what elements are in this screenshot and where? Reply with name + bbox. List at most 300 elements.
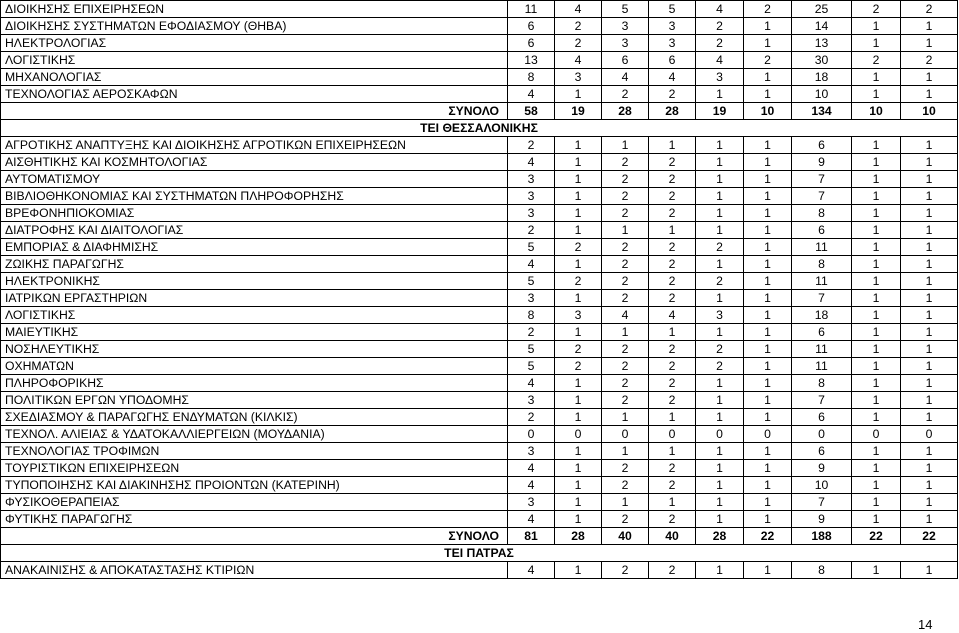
value-cell: 81	[508, 528, 555, 545]
value-cell: 1	[744, 273, 792, 290]
value-cell: 1	[555, 290, 602, 307]
value-cell: 25	[792, 1, 852, 18]
value-cell: 1	[744, 460, 792, 477]
department-name: ΑΙΣΘΗΤΙΚΗΣ ΚΑΙ ΚΟΣΜΗΤΟΛΟΓΙΑΣ	[1, 154, 508, 171]
value-cell: 0	[901, 426, 958, 443]
value-cell: 2	[602, 154, 649, 171]
value-cell: 4	[508, 477, 555, 494]
value-cell: 1	[555, 477, 602, 494]
value-cell: 2	[602, 562, 649, 579]
value-cell: 1	[696, 171, 744, 188]
department-name: ΖΩΙΚΗΣ ΠΑΡΑΓΩΓΗΣ	[1, 256, 508, 273]
department-name: ΒΙΒΛΙΟΘΗΚΟΝΟΜΙΑΣ ΚΑΙ ΣΥΣΤΗΜΑΤΩΝ ΠΛΗΡΟΦΟΡΗΣΗΣ	[1, 188, 508, 205]
value-cell: 3	[649, 18, 696, 35]
value-cell: 1	[649, 409, 696, 426]
value-cell: 2	[901, 52, 958, 69]
value-cell: 1	[744, 375, 792, 392]
value-cell: 10	[901, 103, 958, 120]
value-cell: 3	[555, 69, 602, 86]
section-title: ΤΕΙ ΠΑΤΡΑΣ	[1, 545, 958, 562]
value-cell: 22	[901, 528, 958, 545]
value-cell: 1	[901, 409, 958, 426]
table-row	[1, 35, 958, 52]
value-cell: 5	[508, 239, 555, 256]
value-cell: 1	[901, 171, 958, 188]
department-name: ΛΟΓΙΣΤΙΚΗΣ	[1, 52, 508, 69]
value-cell: 58	[508, 103, 555, 120]
value-cell: 7	[792, 171, 852, 188]
table-row	[1, 477, 958, 494]
value-cell: 1	[852, 205, 901, 222]
department-name: ΑΓΡΟΤΙΚΗΣ ΑΝΑΠΤΥΞΗΣ ΚΑΙ ΔΙΟΙΚΗΣΗΣ ΑΓΡΟΤΙΚΩΝ ΕΠΙΧΕΙΡΗΣΕΩΝ	[1, 137, 508, 154]
value-cell: 1	[852, 443, 901, 460]
value-cell: 6	[508, 18, 555, 35]
table-row	[1, 341, 958, 358]
table-row	[1, 239, 958, 256]
value-cell: 6	[508, 35, 555, 52]
department-name: ΒΡΕΦΟΝΗΠΙΟΚΟΜΙΑΣ	[1, 205, 508, 222]
value-cell: 10	[744, 103, 792, 120]
value-cell: 1	[744, 290, 792, 307]
total-label: ΣΥΝΟΛΟ	[1, 528, 508, 545]
value-cell: 1	[744, 35, 792, 52]
department-name: ΑΝΑΚΑΙΝΙΣΗΣ & ΑΠΟΚΑΤΑΣΤΑΣΗΣ ΚΤΙΡΙΩΝ	[1, 562, 508, 579]
value-cell: 4	[649, 69, 696, 86]
value-cell: 2	[649, 358, 696, 375]
value-cell: 2	[508, 137, 555, 154]
value-cell: 1	[901, 290, 958, 307]
value-cell: 1	[852, 239, 901, 256]
value-cell: 9	[792, 154, 852, 171]
value-cell: 1	[852, 307, 901, 324]
value-cell: 1	[555, 324, 602, 341]
table-row	[1, 137, 958, 154]
value-cell: 1	[744, 86, 792, 103]
value-cell: 3	[508, 205, 555, 222]
value-cell: 3	[555, 307, 602, 324]
value-cell: 1	[744, 494, 792, 511]
value-cell: 18	[792, 307, 852, 324]
table-row	[1, 409, 958, 426]
value-cell: 28	[649, 103, 696, 120]
table-row	[1, 307, 958, 324]
value-cell: 13	[792, 35, 852, 52]
section-header-row	[1, 545, 958, 562]
value-cell: 2	[649, 477, 696, 494]
value-cell: 1	[901, 307, 958, 324]
value-cell: 1	[852, 222, 901, 239]
value-cell: 28	[555, 528, 602, 545]
table-row	[1, 52, 958, 69]
value-cell: 2	[649, 511, 696, 528]
value-cell: 1	[744, 307, 792, 324]
department-name: ΗΛΕΚΤΡΟΛΟΓΙΑΣ	[1, 35, 508, 52]
value-cell: 1	[744, 358, 792, 375]
value-cell: 1	[852, 460, 901, 477]
value-cell: 2	[602, 477, 649, 494]
value-cell: 3	[649, 35, 696, 52]
value-cell: 10	[792, 86, 852, 103]
value-cell: 2	[602, 188, 649, 205]
table-body	[1, 1, 958, 579]
table-row	[1, 511, 958, 528]
value-cell: 2	[649, 392, 696, 409]
value-cell: 1	[555, 443, 602, 460]
value-cell: 0	[555, 426, 602, 443]
department-name: ΑΥΤΟΜΑΤΙΣΜΟΥ	[1, 171, 508, 188]
value-cell: 1	[852, 341, 901, 358]
value-cell: 1	[901, 341, 958, 358]
value-cell: 28	[696, 528, 744, 545]
value-cell: 7	[792, 290, 852, 307]
value-cell: 1	[901, 494, 958, 511]
value-cell: 2	[602, 239, 649, 256]
value-cell: 1	[602, 494, 649, 511]
value-cell: 7	[792, 494, 852, 511]
value-cell: 1	[555, 460, 602, 477]
value-cell: 1	[555, 86, 602, 103]
value-cell: 1	[696, 409, 744, 426]
table-row	[1, 494, 958, 511]
value-cell: 1	[602, 409, 649, 426]
value-cell: 6	[792, 443, 852, 460]
value-cell: 1	[555, 409, 602, 426]
value-cell: 3	[602, 35, 649, 52]
value-cell: 1	[852, 35, 901, 52]
value-cell: 2	[649, 171, 696, 188]
value-cell: 0	[852, 426, 901, 443]
value-cell: 1	[852, 137, 901, 154]
value-cell: 1	[901, 562, 958, 579]
value-cell: 1	[696, 562, 744, 579]
value-cell: 2	[649, 273, 696, 290]
department-name: ΦΥΣΙΚΟΘΕΡΑΠΕΙΑΣ	[1, 494, 508, 511]
department-name: ΔΙΟΙΚΗΣΗΣ ΕΠΙΧΕΙΡΗΣΕΩΝ	[1, 1, 508, 18]
value-cell: 5	[508, 358, 555, 375]
value-cell: 1	[901, 511, 958, 528]
value-cell: 1	[901, 392, 958, 409]
value-cell: 1	[602, 443, 649, 460]
value-cell: 1	[696, 477, 744, 494]
value-cell: 1	[744, 154, 792, 171]
value-cell: 2	[602, 256, 649, 273]
value-cell: 1	[696, 324, 744, 341]
value-cell: 5	[649, 1, 696, 18]
value-cell: 9	[792, 511, 852, 528]
value-cell: 4	[649, 307, 696, 324]
value-cell: 7	[792, 188, 852, 205]
value-cell: 2	[649, 256, 696, 273]
value-cell: 1	[696, 137, 744, 154]
value-cell: 2	[602, 171, 649, 188]
value-cell: 1	[744, 205, 792, 222]
value-cell: 1	[901, 358, 958, 375]
value-cell: 3	[508, 494, 555, 511]
value-cell: 6	[792, 137, 852, 154]
value-cell: 8	[792, 205, 852, 222]
value-cell: 11	[792, 358, 852, 375]
value-cell: 1	[696, 86, 744, 103]
department-name: ΕΜΠΟΡΙΑΣ & ΔΙΑΦΗΜΙΣΗΣ	[1, 239, 508, 256]
value-cell: 1	[852, 188, 901, 205]
value-cell: 1	[901, 154, 958, 171]
table-row	[1, 222, 958, 239]
value-cell: 2	[555, 35, 602, 52]
value-cell: 40	[602, 528, 649, 545]
value-cell: 1	[696, 375, 744, 392]
value-cell: 1	[901, 86, 958, 103]
value-cell: 5	[508, 273, 555, 290]
value-cell: 4	[508, 86, 555, 103]
value-cell: 2	[602, 341, 649, 358]
value-cell: 2	[649, 205, 696, 222]
value-cell: 30	[792, 52, 852, 69]
value-cell: 19	[696, 103, 744, 120]
value-cell: 1	[696, 188, 744, 205]
value-cell: 5	[602, 1, 649, 18]
value-cell: 1	[744, 69, 792, 86]
value-cell: 1	[852, 477, 901, 494]
department-name: ΗΛΕΚΤΡΟΝΙΚΗΣ	[1, 273, 508, 290]
value-cell: 1	[602, 324, 649, 341]
table-row	[1, 86, 958, 103]
total-row	[1, 103, 958, 120]
value-cell: 22	[744, 528, 792, 545]
value-cell: 1	[744, 392, 792, 409]
value-cell: 2	[696, 35, 744, 52]
value-cell: 1	[602, 222, 649, 239]
value-cell: 1	[901, 188, 958, 205]
table-row	[1, 290, 958, 307]
value-cell: 9	[792, 460, 852, 477]
value-cell: 1	[744, 18, 792, 35]
value-cell: 1	[852, 290, 901, 307]
value-cell: 1	[744, 443, 792, 460]
value-cell: 4	[555, 1, 602, 18]
value-cell: 2	[744, 52, 792, 69]
department-name: ΤΥΠΟΠΟΙΗΣΗΣ ΚΑΙ ΔΙΑΚΙΝΗΣΗΣ ΠΡΟΙΟΝΤΩΝ (ΚΑΤΕΡΙΝΗ)	[1, 477, 508, 494]
value-cell: 1	[852, 18, 901, 35]
value-cell: 2	[602, 290, 649, 307]
value-cell: 1	[852, 69, 901, 86]
value-cell: 8	[508, 69, 555, 86]
value-cell: 2	[696, 18, 744, 35]
table-row	[1, 273, 958, 290]
value-cell: 2	[649, 188, 696, 205]
value-cell: 11	[792, 239, 852, 256]
value-cell: 1	[555, 205, 602, 222]
table-row	[1, 18, 958, 35]
value-cell: 2	[744, 1, 792, 18]
value-cell: 1	[901, 460, 958, 477]
value-cell: 1	[852, 171, 901, 188]
section-title: ΤΕΙ ΘΕΣΣΑΛΟΝΙΚΗΣ	[1, 120, 958, 137]
value-cell: 1	[649, 324, 696, 341]
value-cell: 1	[852, 562, 901, 579]
table-row	[1, 69, 958, 86]
value-cell: 2	[649, 562, 696, 579]
value-cell: 1	[852, 256, 901, 273]
value-cell: 1	[901, 443, 958, 460]
value-cell: 3	[508, 188, 555, 205]
value-cell: 2	[555, 358, 602, 375]
department-name: ΙΑΤΡΙΚΩΝ ΕΡΓΑΣΤΗΡΙΩΝ	[1, 290, 508, 307]
value-cell: 1	[555, 375, 602, 392]
value-cell: 4	[508, 562, 555, 579]
value-cell: 2	[602, 375, 649, 392]
value-cell: 1	[852, 358, 901, 375]
value-cell: 8	[792, 256, 852, 273]
value-cell: 188	[792, 528, 852, 545]
value-cell: 4	[508, 375, 555, 392]
table-row	[1, 460, 958, 477]
value-cell: 11	[508, 1, 555, 18]
value-cell: 1	[696, 392, 744, 409]
value-cell: 1	[744, 511, 792, 528]
value-cell: 1	[744, 341, 792, 358]
value-cell: 1	[555, 562, 602, 579]
value-cell: 2	[555, 239, 602, 256]
section-header-row	[1, 120, 958, 137]
value-cell: 1	[649, 494, 696, 511]
value-cell: 6	[792, 324, 852, 341]
value-cell: 2	[649, 375, 696, 392]
value-cell: 2	[696, 239, 744, 256]
value-cell: 2	[602, 86, 649, 103]
value-cell: 2	[602, 205, 649, 222]
page-number: 14	[918, 617, 933, 632]
value-cell: 1	[852, 375, 901, 392]
value-cell: 1	[696, 154, 744, 171]
department-name: ΔΙΟΙΚΗΣΗΣ ΣΥΣΤΗΜΑΤΩΝ ΕΦΟΔΙΑΣΜΟΥ (ΘΗΒΑ)	[1, 18, 508, 35]
table-row	[1, 256, 958, 273]
value-cell: 1	[852, 494, 901, 511]
value-cell: 4	[602, 307, 649, 324]
value-cell: 10	[792, 477, 852, 494]
value-cell: 6	[792, 409, 852, 426]
department-name: ΝΟΣΗΛΕΥΤΙΚΗΣ	[1, 341, 508, 358]
value-cell: 3	[508, 171, 555, 188]
value-cell: 5	[508, 341, 555, 358]
value-cell: 13	[508, 52, 555, 69]
value-cell: 1	[901, 256, 958, 273]
table-row	[1, 392, 958, 409]
table-row	[1, 1, 958, 18]
value-cell: 1	[696, 290, 744, 307]
value-cell: 6	[792, 222, 852, 239]
value-cell: 134	[792, 103, 852, 120]
table-row	[1, 205, 958, 222]
value-cell: 10	[852, 103, 901, 120]
value-cell: 1	[555, 392, 602, 409]
value-cell: 2	[852, 1, 901, 18]
total-label: ΣΥΝΟΛΟ	[1, 103, 508, 120]
value-cell: 7	[792, 392, 852, 409]
department-name: ΛΟΓΙΣΤΙΚΗΣ	[1, 307, 508, 324]
value-cell: 1	[649, 443, 696, 460]
value-cell: 1	[901, 18, 958, 35]
value-cell: 3	[508, 443, 555, 460]
value-cell: 2	[649, 239, 696, 256]
value-cell: 1	[696, 443, 744, 460]
value-cell: 2	[602, 511, 649, 528]
value-cell: 2	[602, 392, 649, 409]
value-cell: 1	[696, 494, 744, 511]
value-cell: 14	[792, 18, 852, 35]
value-cell: 1	[555, 511, 602, 528]
value-cell: 1	[696, 222, 744, 239]
value-cell: 40	[649, 528, 696, 545]
value-cell: 1	[555, 494, 602, 511]
value-cell: 11	[792, 341, 852, 358]
value-cell: 1	[901, 205, 958, 222]
value-cell: 2	[649, 154, 696, 171]
total-row	[1, 528, 958, 545]
table-row	[1, 358, 958, 375]
value-cell: 1	[555, 222, 602, 239]
value-cell: 1	[901, 273, 958, 290]
value-cell: 2	[555, 273, 602, 290]
value-cell: 1	[555, 137, 602, 154]
department-name: ΠΟΛΙΤΙΚΩΝ ΕΡΓΩΝ ΥΠΟΔΟΜΗΣ	[1, 392, 508, 409]
value-cell: 1	[901, 375, 958, 392]
value-cell: 8	[792, 562, 852, 579]
value-cell: 1	[744, 562, 792, 579]
value-cell: 1	[696, 511, 744, 528]
value-cell: 1	[852, 392, 901, 409]
department-name: ΦΥΤΙΚΗΣ ΠΑΡΑΓΩΓΗΣ	[1, 511, 508, 528]
value-cell: 2	[649, 341, 696, 358]
table-row	[1, 375, 958, 392]
value-cell: 2	[901, 1, 958, 18]
value-cell: 1	[555, 171, 602, 188]
value-cell: 1	[901, 69, 958, 86]
value-cell: 2	[649, 460, 696, 477]
table-row	[1, 443, 958, 460]
value-cell: 11	[792, 273, 852, 290]
value-cell: 1	[555, 256, 602, 273]
value-cell: 1	[901, 324, 958, 341]
value-cell: 2	[602, 273, 649, 290]
value-cell: 1	[901, 222, 958, 239]
value-cell: 1	[852, 86, 901, 103]
value-cell: 28	[602, 103, 649, 120]
value-cell: 3	[696, 307, 744, 324]
value-cell: 0	[696, 426, 744, 443]
value-cell: 2	[649, 86, 696, 103]
value-cell: 3	[696, 69, 744, 86]
value-cell: 1	[744, 222, 792, 239]
value-cell: 1	[744, 188, 792, 205]
value-cell: 0	[508, 426, 555, 443]
value-cell: 0	[792, 426, 852, 443]
value-cell: 3	[602, 18, 649, 35]
value-cell: 18	[792, 69, 852, 86]
value-cell: 2	[696, 341, 744, 358]
value-cell: 2	[508, 222, 555, 239]
value-cell: 1	[696, 256, 744, 273]
table-row	[1, 171, 958, 188]
value-cell: 4	[508, 154, 555, 171]
value-cell: 4	[508, 511, 555, 528]
table-row	[1, 324, 958, 341]
value-cell: 1	[852, 409, 901, 426]
value-cell: 1	[901, 239, 958, 256]
value-cell: 1	[744, 324, 792, 341]
value-cell: 4	[508, 460, 555, 477]
department-name: ΜΗΧΑΝΟΛΟΓΙΑΣ	[1, 69, 508, 86]
value-cell: 1	[901, 477, 958, 494]
